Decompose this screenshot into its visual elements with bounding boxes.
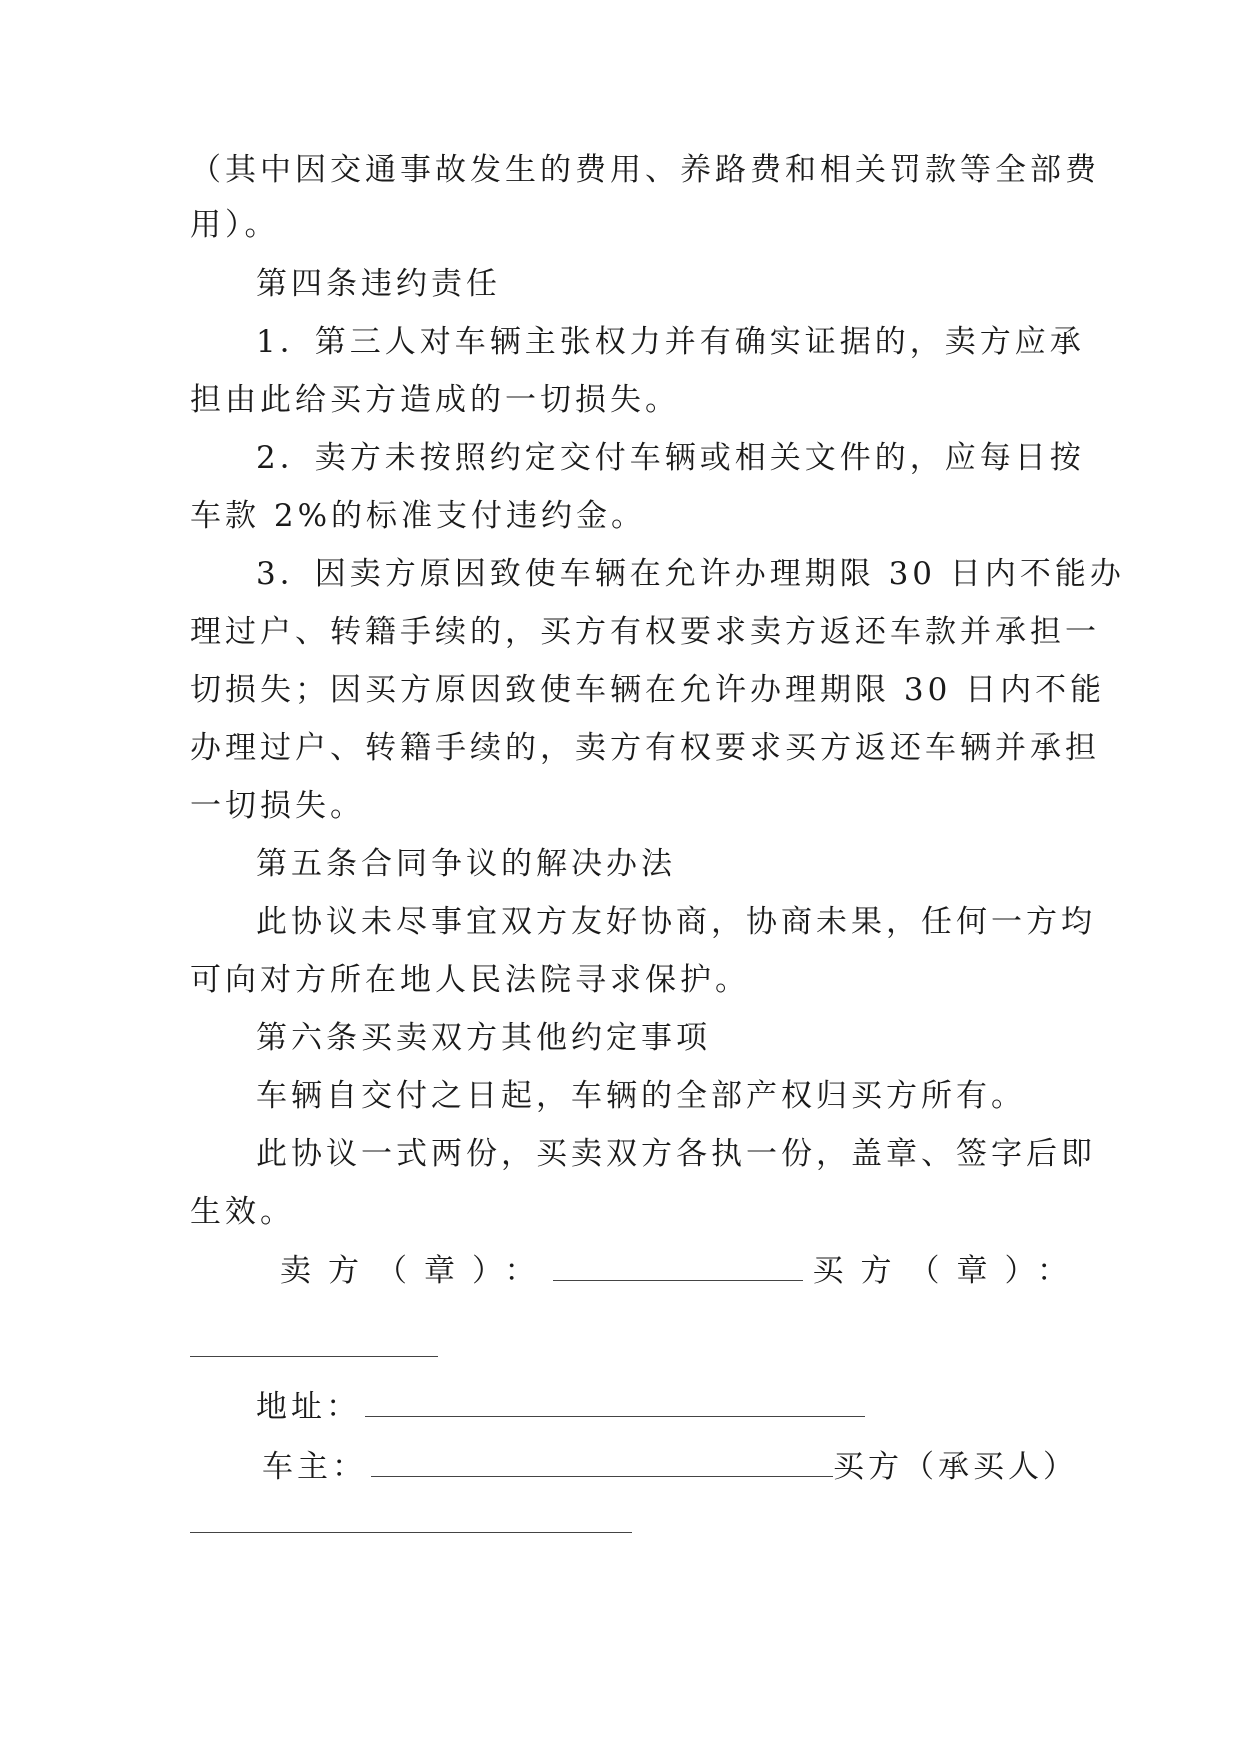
address-line [256,1386,1060,1427]
seller-seal-blank[interactable] [553,1250,803,1281]
paragraph-line: 此协议未尽事宜双方友好协商，协商未果，任何一方均 [256,904,1096,940]
paragraph-line: 可向对方所在地人民法院寻求保护。 [190,962,750,998]
seller-buyer-seal-line [280,1250,1085,1291]
buyer-seal-blank[interactable] [190,1356,438,1357]
buyer-undertaker-label: 买方（承买人） [833,1449,1078,1485]
paragraph-line: 3．因卖方原因致使车辆在允许办理期限 30 日内不能办 [256,556,1125,592]
address-blank[interactable] [365,1386,865,1417]
paragraph-line: 切损失；因买方原因致使车辆在允许办理期限 30 日内不能 [190,672,1106,708]
section-heading-5: 第五条合同争议的解决办法 [256,846,676,882]
paragraph-line: 用）。 [190,207,280,243]
owner-blank[interactable] [371,1446,833,1477]
paragraph-line: 1．第三人对车辆主张权力并有确实证据的，卖方应承 [256,324,1085,360]
paragraph-line: （其中因交通事故发生的费用、养路费和相关罚款等全部费 [190,152,1100,188]
paragraph-line: 车辆自交付之日起，车辆的全部产权归买方所有。 [256,1078,1026,1114]
paragraph-line: 2．卖方未按照约定交付车辆或相关文件的，应每日按 [256,440,1085,476]
address-label: 地址： [256,1389,361,1425]
paragraph-line: 办理过户、转籍手续的，卖方有权要求买方返还车辆并承担 [190,730,1100,766]
owner-line [262,1446,1082,1487]
paragraph-line: 此协议一式两份，买卖双方各执一份，盖章、签字后即 [256,1136,1096,1172]
paragraph-line: 一切损失。 [190,788,365,824]
paragraph-line: 担由此给买方造成的一切损失。 [190,382,680,418]
owner-label: 车主： [262,1449,367,1485]
paragraph-line: 理过户、转籍手续的，买方有权要求卖方返还车款并承担一 [190,614,1100,650]
seller-seal-label: 卖方（章）： [280,1253,553,1289]
paragraph-line: 生效。 [190,1194,295,1230]
section-heading-6: 第六条买卖双方其他约定事项 [256,1020,711,1056]
paragraph-line: 车款 2%的标准支付违约金。 [190,498,647,534]
buyer-undertaker-blank[interactable] [190,1532,632,1533]
buyer-seal-label: 买方（章）： [812,1253,1085,1289]
section-heading-4: 第四条违约责任 [256,266,501,302]
